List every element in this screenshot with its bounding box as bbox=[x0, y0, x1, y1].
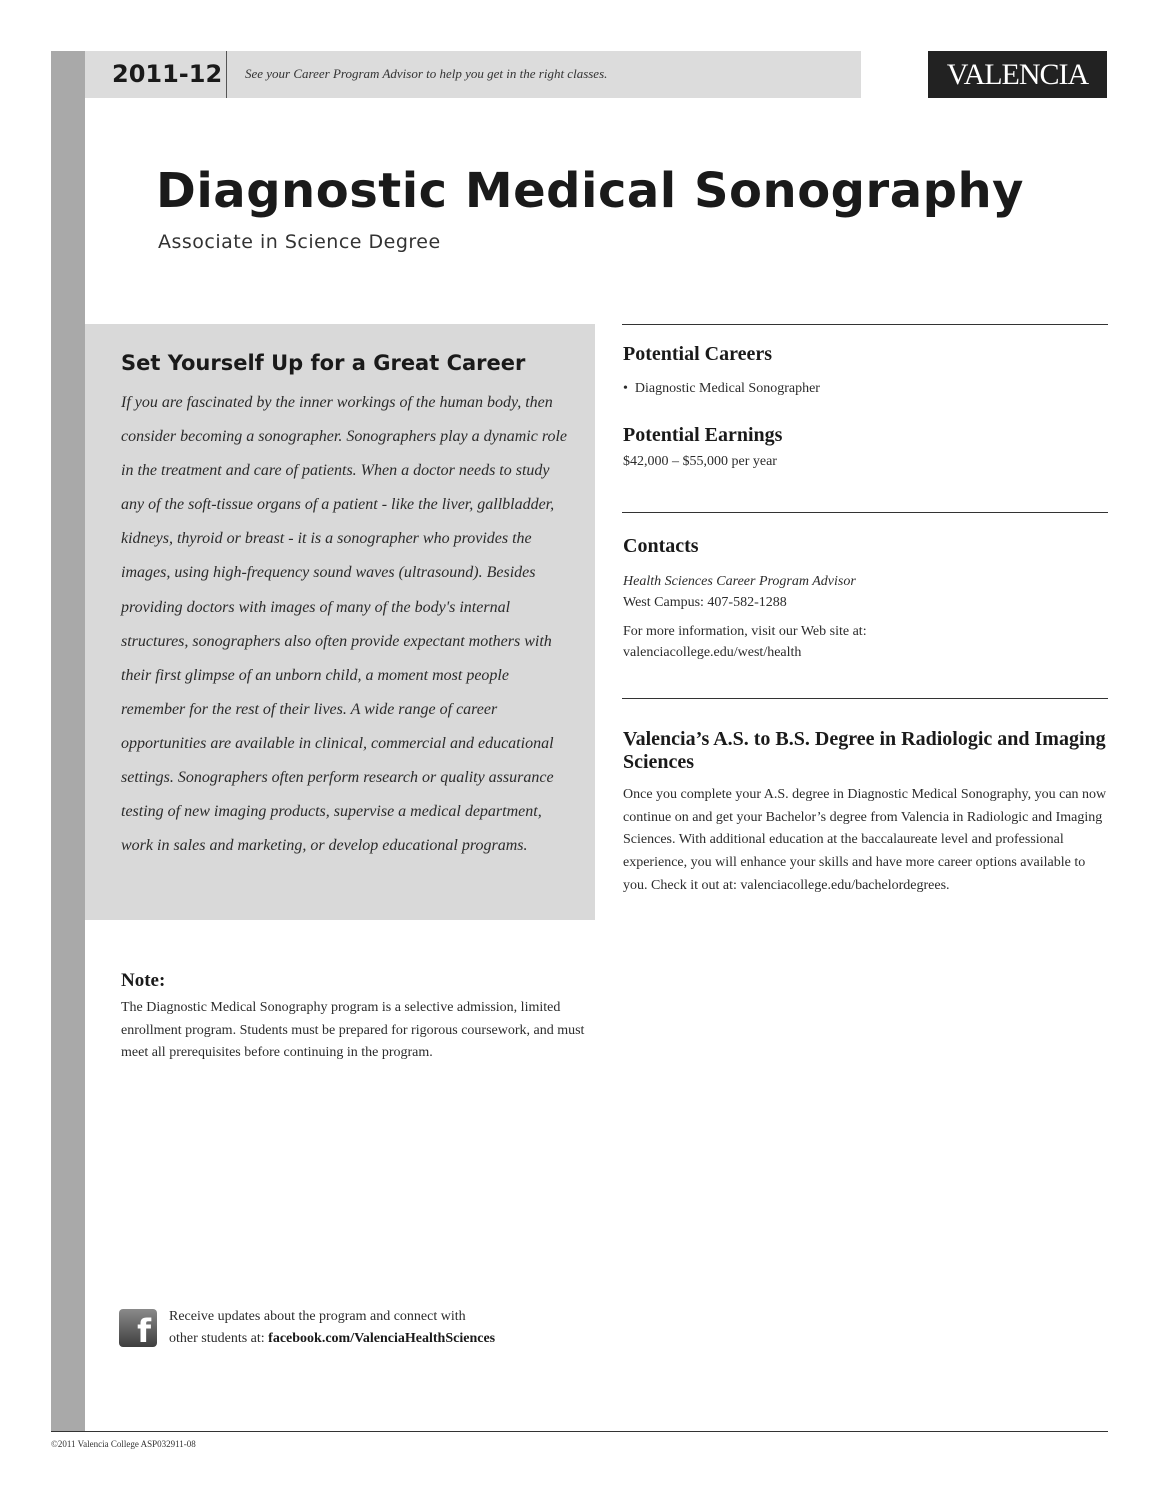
header-tagline: See your Career Program Advisor to help you get in the right classes. bbox=[245, 66, 608, 81]
facebook-link[interactable]: facebook.com/ValenciaHealthSciences bbox=[268, 1331, 496, 1346]
facebook-promo-line-2 bbox=[169, 1331, 495, 1347]
facebook-icon[interactable]: f bbox=[119, 1309, 157, 1347]
footer-divider bbox=[51, 1431, 1108, 1432]
contact-phone: West Campus: 407-582-1288 bbox=[623, 595, 787, 610]
section-divider bbox=[622, 324, 1108, 325]
career-list-item: • Diagnostic Medical Sonographer bbox=[623, 381, 820, 396]
catalog-year: 2011-12 bbox=[112, 60, 223, 88]
note-heading: Note: bbox=[121, 970, 166, 991]
side-accent-bar bbox=[51, 51, 85, 1432]
contact-website-link[interactable]: valenciacollege.edu/west/health bbox=[623, 645, 802, 660]
contacts-heading: Contacts bbox=[623, 535, 699, 557]
potential-earnings-heading: Potential Earnings bbox=[623, 424, 783, 446]
potential-careers-heading: Potential Careers bbox=[623, 343, 773, 365]
footer-copyright: ©2011 Valencia College ASP032911-08 bbox=[51, 1439, 196, 1449]
career-body: If you are fascinated by the inner workings of the human body, then consider becoming a sonographer. Sonographers play a dynamic role in the treatment and care of patients. When a doctor needs to study any of the soft-tissue organs of a patient - like the liver, gallbladder, kidneys, thyroid or breast - it is a sonographer who provides the images, using high-frequency sound waves (ultrasound). Besides providing doctors with images of many of the body's internal structures, sonographers also often provide expectant mothers with their first glimpse of an unborn child, a moment most people remember for the rest of their lives. A wide range of career opportunities are available in clinical, commercial and educational settings. Sonographers often perform research or quality assurance testing of new imaging products, supervise a medical department, work in sales and marketing, or develop educational programs. bbox=[121, 394, 568, 855]
contact-advisor: Health Sciences Career Program Advisor bbox=[623, 574, 856, 589]
header-divider bbox=[226, 51, 227, 98]
section-divider bbox=[622, 512, 1108, 513]
section-divider bbox=[622, 698, 1108, 699]
degree-body: Once you complete your A.S. degree in Diagnostic Medical Sonography, you can now continue on and get your Bachelor’s degree from Valencia in Radiologic and Imaging Sciences. With additional education at the baccalaureate level and professional experience, you will enhance your skills and have more career options available to you. Check it out at: valenciacollege.edu/bachelordegrees. bbox=[623, 787, 1107, 893]
career-item-text: Diagnostic Medical Sonographer bbox=[634, 381, 820, 396]
degree-heading: Valencia’s A.S. to B.S. Degree in Radiologic and Imaging Sciences bbox=[623, 728, 1106, 773]
note-body: The Diagnostic Medical Sonography program is a selective admission, limited enrollment program. Students must be prepared for rigorous coursework, and must meet all prerequisites before continuing in the program. bbox=[121, 1000, 585, 1060]
page-title: Diagnostic Medical Sonography bbox=[156, 163, 1024, 219]
earnings-value: $42,000 – $55,000 per year bbox=[623, 454, 777, 469]
facebook-promo-line: Receive updates about the program and connect with bbox=[169, 1309, 466, 1324]
page-subtitle: Associate in Science Degree bbox=[158, 231, 441, 253]
valencia-logo: VALENCIA bbox=[928, 51, 1107, 98]
facebook-promo-prefix: other students at: bbox=[169, 1331, 269, 1346]
career-heading: Set Yourself Up for a Great Career bbox=[121, 351, 526, 375]
contact-info-text: For more information, visit our Web site at: bbox=[623, 624, 867, 639]
